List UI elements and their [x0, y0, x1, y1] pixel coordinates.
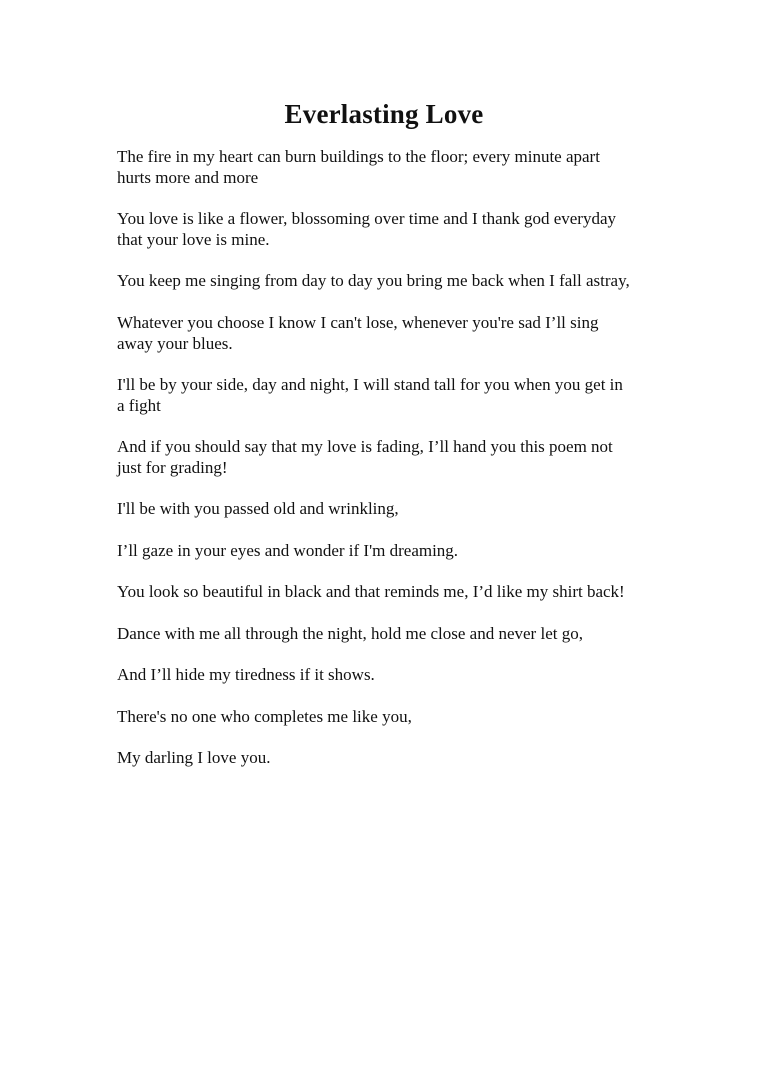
stanza-9 [117, 581, 677, 602]
stanza-line: that your love is mine. [117, 230, 270, 249]
stanza-10 [117, 623, 677, 644]
stanza-line: You love is like a flower, blossoming over time and I thank god everyday [117, 209, 617, 228]
stanza-3 [117, 270, 677, 291]
stanza-13 [117, 747, 677, 768]
stanza-line: hurts more and more [117, 168, 259, 187]
stanza-line: a fight [117, 396, 161, 415]
stanza-line: just for grading! [117, 458, 228, 477]
stanza-4 [117, 312, 677, 354]
stanza-12 [117, 706, 677, 727]
stanza-line: And I’ll hide my tiredness if it shows. [117, 665, 375, 684]
stanza-line: You keep me singing from day to day you bring me back when I fall astray, [117, 271, 630, 290]
stanza-7 [117, 498, 677, 519]
stanza-line: And if you should say that my love is fading, I’ll hand you this poem not [117, 437, 613, 456]
stanza-5 [117, 374, 677, 416]
stanza-line: My darling I love you. [117, 748, 271, 767]
stanza-line: There's no one who completes me like you, [117, 707, 412, 726]
stanza-line: You look so beautiful in black and that reminds me, I’d like my shirt back! [117, 582, 625, 601]
stanza-line: Whatever you choose I know I can't lose, whenever you're sad I’ll sing [117, 313, 599, 332]
stanza-line: I'll be with you passed old and wrinkling, [117, 499, 399, 518]
stanza-line: Dance with me all through the night, hold me close and never let go, [117, 624, 583, 643]
stanza-1 [117, 146, 677, 188]
stanza-line: away your blues. [117, 334, 233, 353]
poem-title: Everlasting Love [284, 99, 484, 129]
stanza-6 [117, 436, 677, 478]
stanza-line: The fire in my heart can burn buildings to the floor; every minute apart [117, 147, 600, 166]
stanza-8 [117, 540, 677, 561]
stanza-line: I’ll gaze in your eyes and wonder if I'm dreaming. [117, 541, 459, 560]
stanza-2 [117, 208, 677, 250]
stanza-line: I'll be by your side, day and night, I will stand tall for you when you get in [117, 375, 623, 394]
stanza-11 [117, 664, 677, 685]
